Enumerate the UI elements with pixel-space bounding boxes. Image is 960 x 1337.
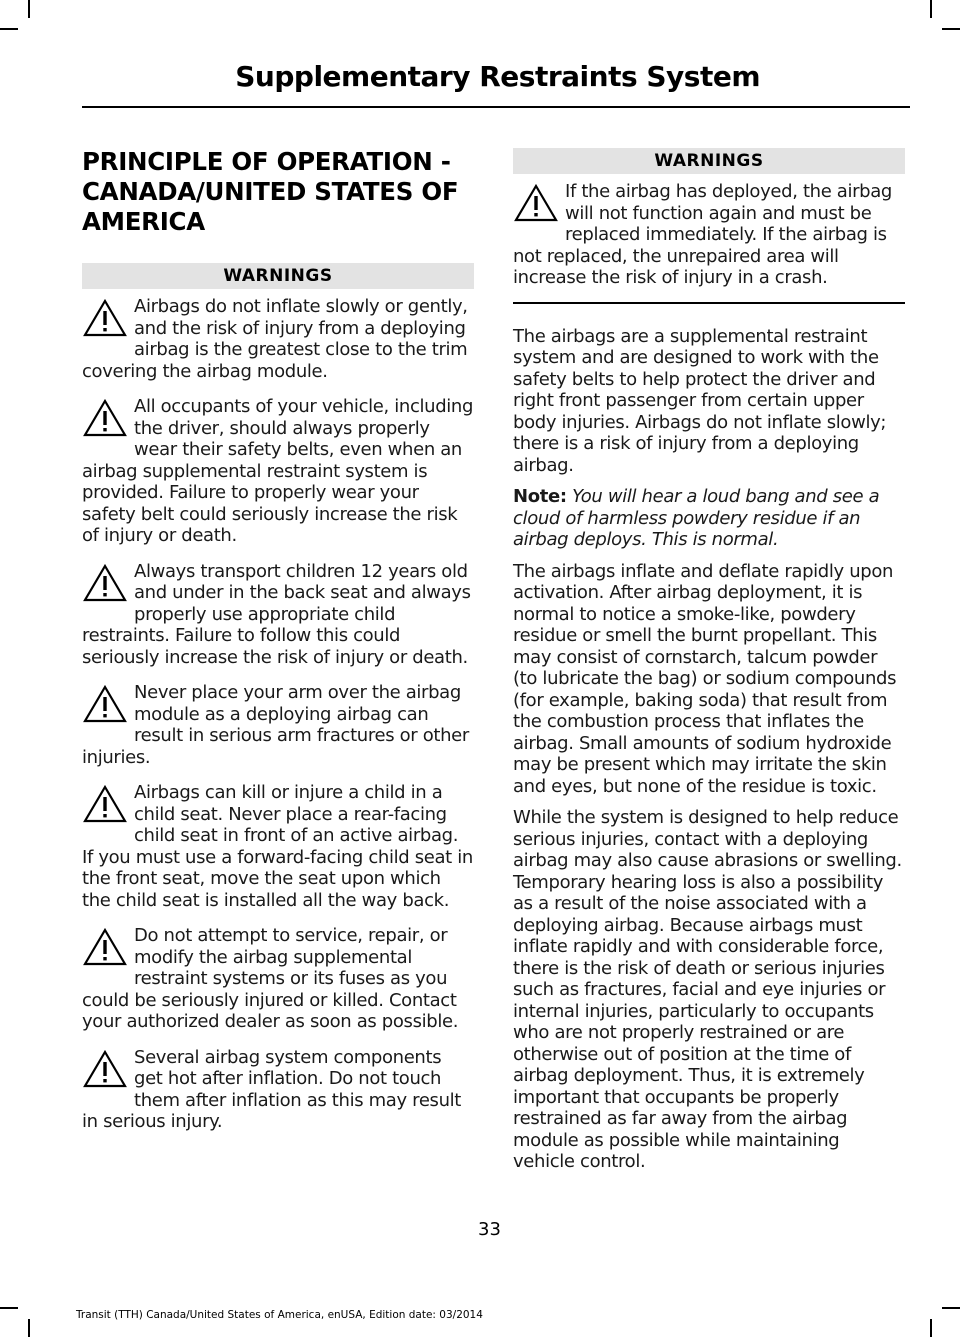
right-column xyxy=(513,148,905,1183)
warnings-end-divider xyxy=(513,302,905,304)
warning-triangle-icon xyxy=(82,396,128,458)
header-divider xyxy=(82,106,910,108)
crop-mark xyxy=(28,1319,30,1337)
crop-mark xyxy=(0,28,18,30)
warning-triangle-icon xyxy=(82,925,128,987)
crop-mark xyxy=(0,1307,18,1309)
warnings-band: WARNINGS xyxy=(82,263,474,289)
page-number: 33 xyxy=(478,1219,501,1240)
warning-text: Several airbag system components get hot after inflation. Do not touch them after inflation as this may result in serious injury. xyxy=(82,1046,461,1132)
warning-item xyxy=(82,782,474,911)
section-heading: PRINCIPLE OF OPERATION - CANADA/UNITED STATES OF AMERICA xyxy=(82,147,459,236)
warning-text: If the airbag has deployed, the airbag will not function again and must be replaced immediately. If the airbag is not replaced, the unrepaired area will increase the risk of injury in a crash. xyxy=(513,181,893,288)
body-paragraph: The airbags are a supplemental restraint system and are designed to work with the safety belts to help protect the driver and right front passenger from certain upper body injuries. Airbags do not inflate slowly; there is a risk of injury from a deploying airbag. xyxy=(513,325,887,476)
warning-text: Never place your arm over the airbag module as a deploying airbag can result in serious arm fractures or other injuries. xyxy=(82,682,469,768)
warning-triangle-icon xyxy=(82,296,128,358)
warning-triangle-icon xyxy=(82,561,128,623)
left-column xyxy=(82,145,474,1133)
note-paragraph xyxy=(513,486,905,551)
crop-mark xyxy=(930,1319,932,1337)
crop-mark xyxy=(28,0,30,18)
warning-item xyxy=(513,181,905,289)
warning-text: All occupants of your vehicle, including the driver, should always properly wear their safety belts, even when an airbag supplemental restraint system is provided. Failure to properly wear your safety belt could seriously increase the risk of injury or death. xyxy=(82,396,474,546)
warning-text: Airbags can kill or injure a child in a child seat. Never place a rear-facing child seat in front of an active airbag. If you must use a forward-facing child seat in the front seat, move the seat upon which the child seat is installed all the way back. xyxy=(82,782,473,911)
warning-text: Do not attempt to service, repair, or modify the airbag supplemental restraint systems or its fuses as you could be seriously injured or killed. Contact your authorized dealer as soon as possible. xyxy=(82,925,459,1032)
page-header-title: Supplementary Restraints System xyxy=(235,60,760,93)
note-text: You will hear a loud bang and see a cloud of harmless powdery residue if an airbag deploys. This is normal. xyxy=(513,486,880,550)
warning-triangle-icon xyxy=(82,682,128,744)
warning-text: Always transport children 12 years old and under in the back seat and always properly use appropriate child restraints. Failure to follow this could seriously increase the risk of injury or death. xyxy=(82,560,471,668)
warnings-band: WARNINGS xyxy=(513,148,905,174)
warning-text: Airbags do not inflate slowly or gently, and the risk of injury from a deploying airbag is the greatest close to the trim covering the airbag module. xyxy=(82,296,468,382)
note-label: Note: xyxy=(513,486,567,507)
warning-item xyxy=(82,296,474,382)
warning-item xyxy=(82,682,474,768)
body-paragraph: While the system is designed to help reduce serious injuries, contact with a deploying airbag may also cause abrasions or swelling. Temporary hearing loss is also a possibility as a result of the noise associated with a deploying airbag. Because airbags must inflate rapidly and with considerable force, there is the risk of death or serious injuries such as fractures, facial and eye injuries or internal injuries, particularly to occupants who are not properly restrained or are otherwise out of position at the time of airbag deployment. Thus, it is extremely important that occupants be properly restrained as far away from the airbag module as possible while maintaining vehicle control. xyxy=(513,807,902,1172)
warning-item xyxy=(82,925,474,1033)
warning-item xyxy=(82,396,474,547)
body-paragraph: The airbags inflate and deflate rapidly upon activation. After airbag deployment, it is normal to notice a smoke-like, powdery residue or smell the burnt propellant. This may consist of cornstarch, talcum powder (to lubricate the bag) or sodium compounds (for example, baking soda) that result from the combustion process that inflates the airbag. Small amounts of sodium hydroxide may be present which may irritate the skin and eyes, but none of the residue is toxic. xyxy=(513,560,897,797)
warning-triangle-icon xyxy=(513,181,559,243)
page-footer: Transit (TTH) Canada/United States of America, enUSA, Edition date: 03/2014 xyxy=(76,1309,483,1321)
warning-triangle-icon xyxy=(82,1047,128,1109)
warning-triangle-icon xyxy=(82,782,128,844)
warning-item xyxy=(82,1047,474,1133)
crop-mark xyxy=(942,28,960,30)
crop-mark xyxy=(942,1307,960,1309)
warning-item xyxy=(82,561,474,669)
crop-mark xyxy=(930,0,932,18)
